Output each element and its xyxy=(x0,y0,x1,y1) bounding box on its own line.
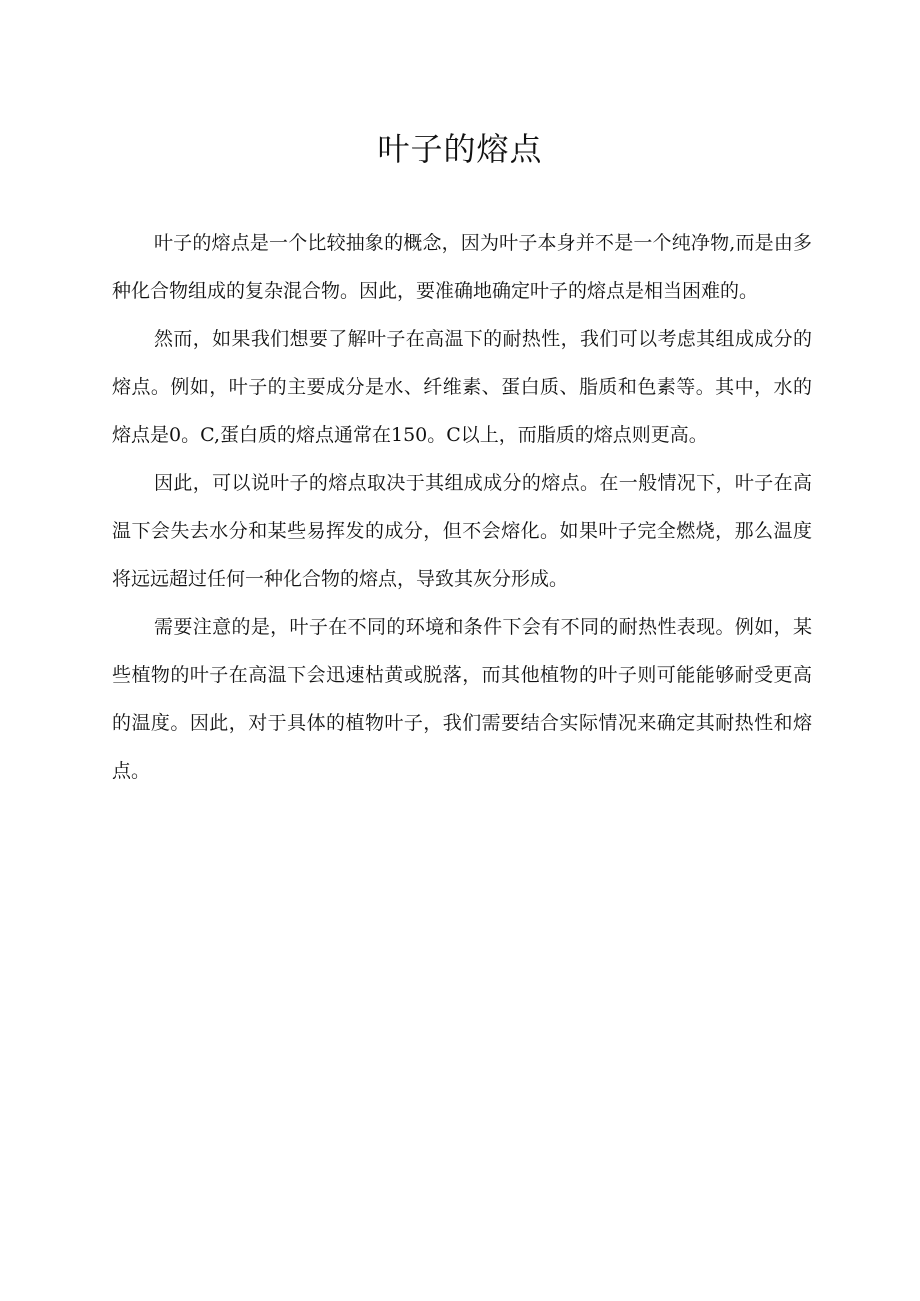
paragraph-2: 然而，如果我们想要了解叶子在高温下的耐热性，我们可以考虑其组成成分的熔点。例如，叶子的主要成分是水、纤维素、蛋白质、脂质和色素等。其中，水的熔点是0。C,蛋白质的熔点通常在150。C以上，而脂质的熔点则更高。 xyxy=(112,328,812,446)
paragraph-1: 叶子的熔点是一个比较抽象的概念，因为叶子本身并不是一个纯净物,而是由多种化合物组成的复杂混合物。因此，要准确地确定叶子的熔点是相当困难的。 xyxy=(112,232,812,302)
document-body xyxy=(112,219,812,795)
paragraph-4: 需要注意的是，叶子在不同的环境和条件下会有不同的耐热性表现。例如，某些植物的叶子在高温下会迅速枯黄或脱落，而其他植物的叶子则可能能够耐受更高的温度。因此，对于具体的植物叶子，我们需要结合实际情况来确定其耐热性和熔点。 xyxy=(112,616,812,782)
paragraph-3: 因此，可以说叶子的熔点取决于其组成成分的熔点。在一般情况下，叶子在高温下会失去水分和某些易挥发的成分，但不会熔化。如果叶子完全燃烧，那么温度将远远超过任何一种化合物的熔点，导致其灰分形成。 xyxy=(112,472,812,590)
page-title: 叶子的熔点 xyxy=(377,130,543,168)
